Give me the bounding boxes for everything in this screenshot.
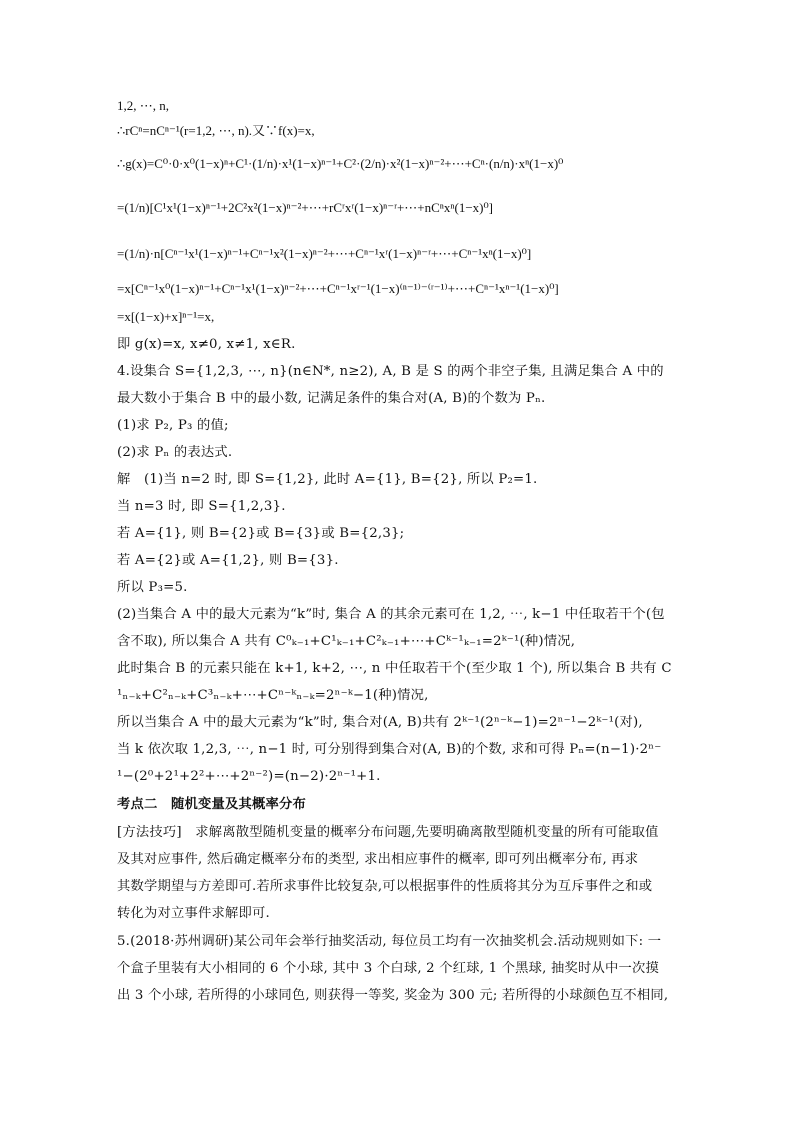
solution-line-2: 当 n=3 时, 即 S={1,2,3}. bbox=[117, 499, 286, 514]
proof-line-3: ∴g(x)=C⁰·0·x⁰(1−x)ⁿ+C¹·(1/n)·x¹(1−x)ⁿ⁻¹+C²·(2/n)·x²(1−x)ⁿ⁻²+⋯+Cⁿ·(n/n)·xⁿ(1−x)⁰ bbox=[117, 156, 564, 171]
solution-line-9: ¹ₙ₋ₖ+C²ₙ₋ₖ+C³ₙ₋ₖ+⋯+Cⁿ⁻ᵏₙ₋ₖ=2ⁿ⁻ᵏ−1(种)情况, bbox=[117, 688, 429, 703]
solution-line-5: 所以 P₃=5. bbox=[117, 580, 188, 595]
proof-line-6: =x[Cⁿ⁻¹x⁰(1−x)ⁿ⁻¹+Cⁿ⁻¹x¹(1−x)ⁿ⁻²+⋯+Cⁿ⁻¹xʳ⁻¹(1−x)⁽ⁿ⁻¹⁾⁻⁽ʳ⁻¹⁾+⋯+Cⁿ⁻¹xⁿ⁻¹(1−x)⁰] bbox=[117, 281, 559, 296]
proof-line-5: =(1/n)·n[Cⁿ⁻¹x¹(1−x)ⁿ⁻¹+Cⁿ⁻¹x²(1−x)ⁿ⁻²+⋯+Cⁿ⁻¹xʳ(1−x)ⁿ⁻ʳ+⋯+Cⁿ⁻¹xⁿ(1−x)⁰] bbox=[117, 246, 532, 261]
solution-line-4: 若 A={2}或 A={1,2}, 则 B={3}. bbox=[117, 553, 339, 568]
method-tip-line-3: 其数学期望与方差即可.若所求事件比较复杂,可以根据事件的性质将其分为互斥事件之和或 bbox=[117, 879, 653, 894]
solution-line-1: 解 (1)当 n=2 时, 即 S={1,2}, 此时 A={1}, B={2}, 所以 P₂=1. bbox=[117, 472, 538, 487]
proof-line-7: =x[(1−x)+x]ⁿ⁻¹=x, bbox=[117, 309, 215, 324]
solution-line-3: 若 A={1}, 则 B={2}或 B={3}或 B={2,3}; bbox=[117, 526, 405, 541]
solution-line-11: 当 k 依次取 1,2,3, ⋯, n−1 时, 可分别得到集合对(A, B)的个数, 求和可得 Pₙ=(n−1)·2ⁿ⁻ bbox=[117, 742, 662, 757]
method-tip-line-2: 及其对应事件, 然后确定概率分布的类型, 求出相应事件的概率, 即可列出概率分布, 再求 bbox=[117, 852, 639, 867]
solution-line-10: 所以当集合 A 中的最大元素为“k”时, 集合对(A, B)共有 2ᵏ⁻¹(2ⁿ⁻ᵏ−1)=2ⁿ⁻¹−2ᵏ⁻¹(对), bbox=[117, 715, 643, 730]
method-tip-line-1: [方法技巧] 求解离散型随机变量的概率分布问题,先要明确离散型随机变量的所有可能取值 bbox=[117, 825, 659, 840]
problem-4-line-1: 4.设集合 S={1,2,3, ⋯, n}(n∈N*, n≥2), A, B 是 S 的两个非空子集, 且满足集合 A 中的 bbox=[117, 364, 664, 379]
problem-5-line-1: 5.(2018·苏州调研)某公司年会举行抽奖活动, 每位员工均有一次抽奖机会.活动规则如下: 一 bbox=[117, 934, 662, 949]
solution-line-8: 此时集合 B 的元素只能在 k+1, k+2, ⋯, n 中任取若干个(至少取 1 个), 所以集合 B 共有 C bbox=[117, 661, 672, 676]
problem-4-q2: (2)求 Pₙ 的表达式. bbox=[117, 445, 233, 460]
solution-line-6: (2)当集合 A 中的最大元素为“k”时, 集合 A 的其余元素可在 1,2, ⋯, k−1 中任取若干个(包 bbox=[117, 607, 665, 622]
proof-line-1: 1,2, ⋯, n, bbox=[117, 98, 169, 113]
problem-4-q1: (1)求 P₂, P₃ 的值; bbox=[117, 418, 229, 433]
method-tip-line-4: 转化为对立事件求解即可. bbox=[117, 906, 270, 921]
proof-conclusion: 即 g(x)=x, x≠0, x≠1, x∈R. bbox=[117, 337, 296, 352]
solution-line-12: ¹−(2⁰+2¹+2²+⋯+2ⁿ⁻²)=(n−2)·2ⁿ⁻¹+1. bbox=[117, 769, 381, 784]
problem-5-line-2: 个盒子里装有大小相同的 6 个小球, 其中 3 个白球, 2 个红球, 1 个黑球, 抽奖时从中一次摸 bbox=[117, 961, 660, 976]
section-heading: 考点二 随机变量及其概率分布 bbox=[117, 797, 306, 812]
proof-line-4: =(1/n)[C¹x¹(1−x)ⁿ⁻¹+2C²x²(1−x)ⁿ⁻²+⋯+rCʳxʳ(1−x)ⁿ⁻ʳ+⋯+nCⁿxⁿ(1−x)⁰] bbox=[117, 200, 494, 215]
solution-line-7: 含不取), 所以集合 A 共有 C⁰ₖ₋₁+C¹ₖ₋₁+C²ₖ₋₁+⋯+Cᵏ⁻¹ₖ₋₁=2ᵏ⁻¹(种)情况, bbox=[117, 634, 576, 649]
problem-5-line-3: 出 3 个小球, 若所得的小球同色, 则获得一等奖, 奖金为 300 元; 若所得的小球颜色互不相同, bbox=[117, 988, 669, 1003]
problem-4-line-2: 最大数小于集合 B 中的最小数, 记满足条件的集合对(A, B)的个数为 Pₙ. bbox=[117, 391, 546, 406]
proof-line-2: ∴rCⁿ=nCⁿ⁻¹(r=1,2, ⋯, n).又∵f(x)=x, bbox=[117, 123, 315, 138]
